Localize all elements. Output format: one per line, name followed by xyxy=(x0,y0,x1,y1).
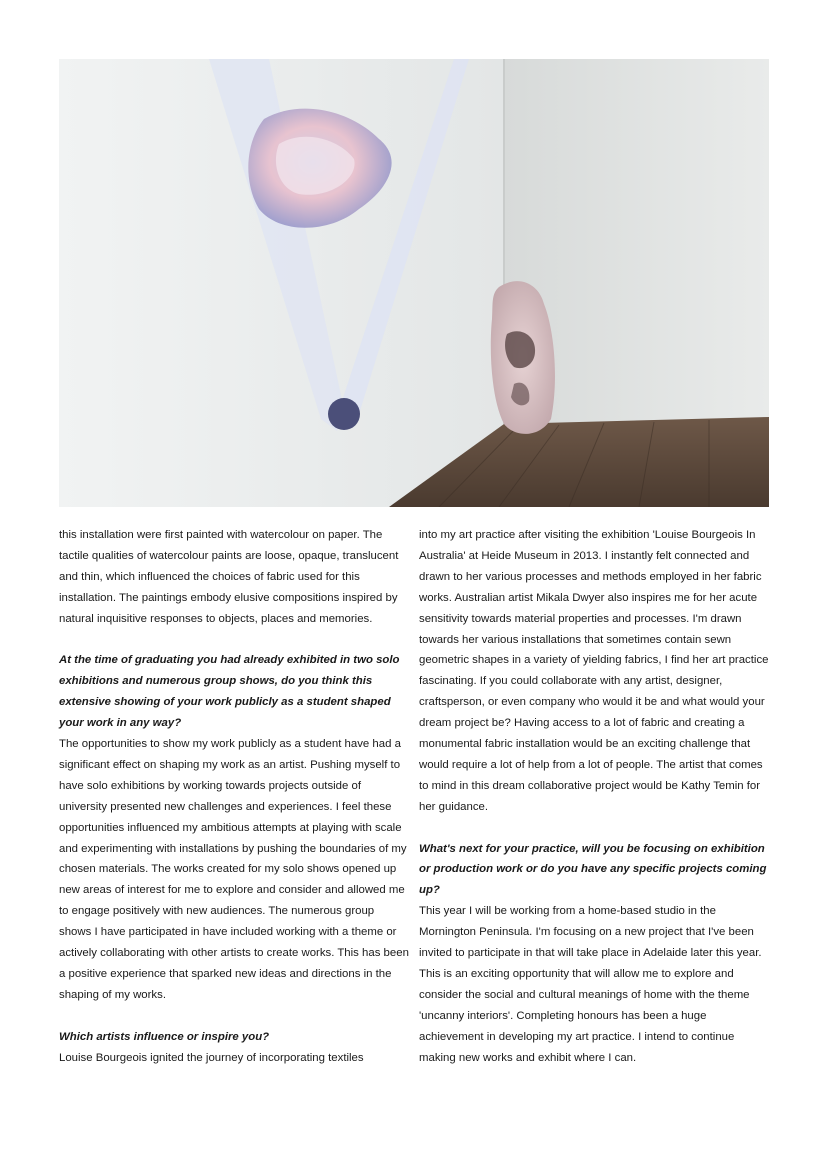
left-text-column xyxy=(59,525,409,1069)
installation-photo xyxy=(59,59,769,507)
right-text-column xyxy=(419,525,771,1069)
answer-paragraph: Louise Bourgeois ignited the journey of incorporating textiles xyxy=(59,1051,364,1064)
answer-paragraph: this installation were first painted with watercolour on paper. The tactile qualities of watercolour paints are loose, opaque, translucent and thin, which influenced the choices of fabric used for this installation. The paintings embody elusive compositions inspired by natural inquisitive responses to objects, places and memories. xyxy=(59,529,399,625)
answer-paragraph: into my art practice after visiting the exhibition 'Louise Bourgeois In Australia' at Heide Museum in 2013. I instantly felt connected and drawn to her various processes and methods employed in her fabric works. Australian artist Mikala Dwyer also inspires me for her acute sensitivity towards material properties and processes. I'm drawn towards her various installations that sometimes contain sewn geometric shapes in a variety of yielding fabrics, I find her art practice fascinating. If you could collaborate with any artist, designer, craftsperson, or even company who would it be and what would your dream project be? Having access to a lot of fabric and creating a monumental fabric installation would be an exciting challenge that would require a lot of help from a lot of people. The artist that comes to mind in this dream collaborative project would be Kathy Temin for her guidance. xyxy=(419,529,769,813)
answer-paragraph: This year I will be working from a home-based studio in the Mornington Peninsula. I'm focusing on a new project that I've been invited to participate in that will take place in Adelaide later this year. This is an exciting opportunity that will allow me to explore and consider the social and cultural meanings of home with the theme 'uncanny interiors'. Completing honours has been a huge achievement in developing my art practice. I intend to continue making new works and exhibit where I can. xyxy=(419,905,762,1064)
interview-question: What's next for your practice, will you be focusing on exhibition or production work or do you have any specific projects coming up? xyxy=(419,842,767,897)
interview-question: At the time of graduating you had already exhibited in two solo exhibitions and numerous group shows, do you think this extensive showing of your work publicly as a student shaped your work in any way? xyxy=(59,654,400,730)
answer-paragraph: The opportunities to show my work publicly as a student have had a significant effect on shaping my work as an artist. Pushing myself to have solo exhibitions by working towards projects outside of university presented new challenges and experiences. I feel these opportunities influenced my ambitious attempts at playing with scale and experimenting with installations by pushing the boundaries of my chosen materials. The works created for my solo shows opened up new areas of interest for me to explore and consider and allowed me to engage positively with new audiences. The numerous group shows I have participated in have included working with a theme or actively collaborating with other artists to create works. This has been a positive experience that sparked new ideas and directions in the shaping of my works. xyxy=(59,738,409,1001)
interview-question: Which artists influence or inspire you? xyxy=(59,1030,270,1043)
installation-photo-illustration xyxy=(59,59,769,507)
